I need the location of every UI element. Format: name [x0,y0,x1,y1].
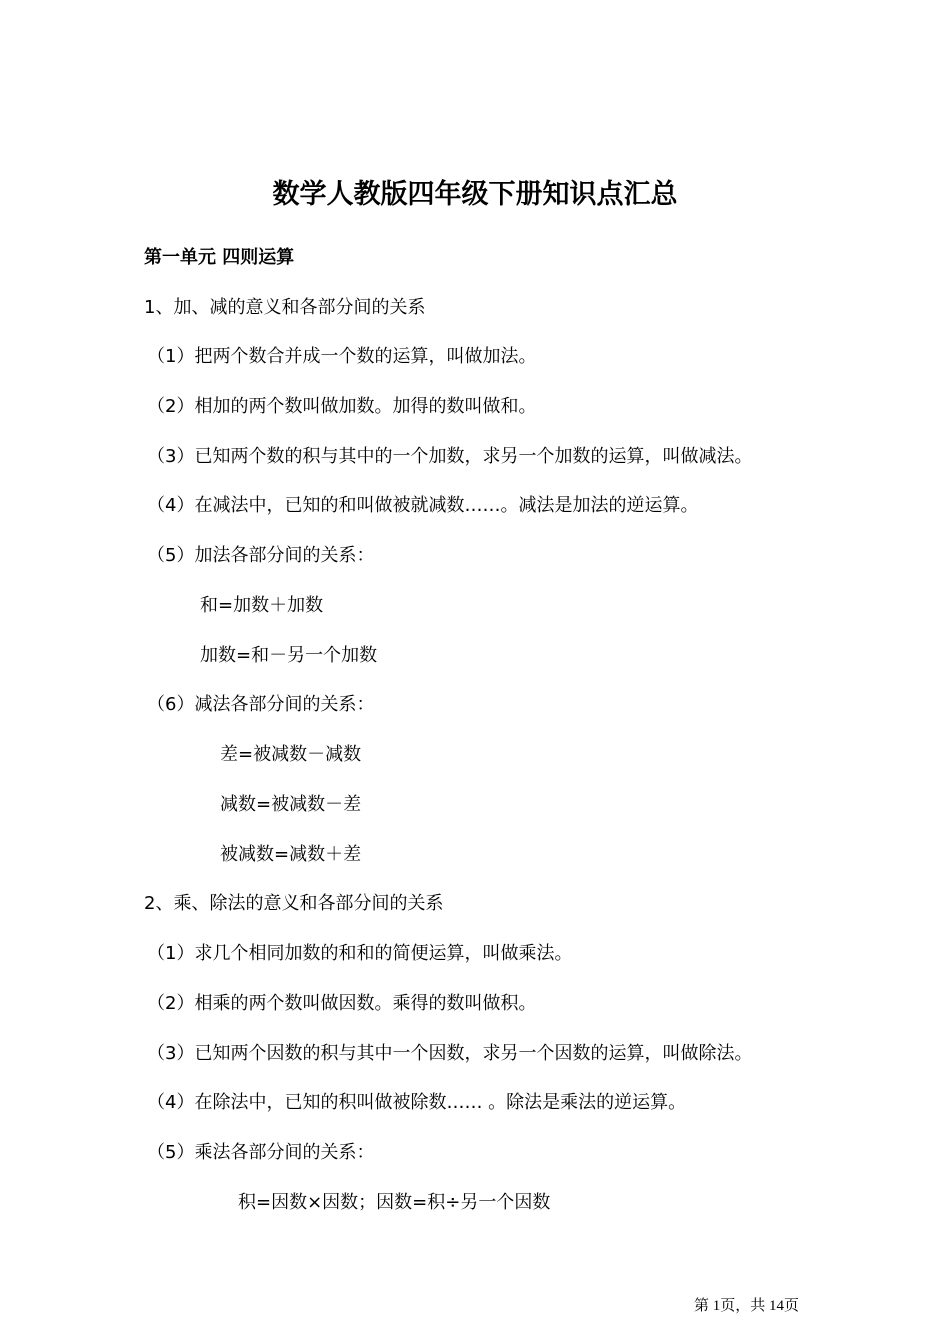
text-line: （3）已知两个因数的积与其中一个因数，求另一个因数的运算，叫做除法。 [147,1043,753,1064]
text-line: （3）已知两个数的积与其中的一个加数，求另一个加数的运算，叫做减法。 [147,446,753,467]
text-line: （2）相乘的两个数叫做因数。乘得的数叫做积。 [147,993,537,1014]
formula-line: 加数=和－另一个加数 [200,645,378,666]
formula-line: 和=加数＋加数 [200,595,324,616]
text-line: （5）乘法各部分间的关系： [147,1142,375,1163]
text-line: （1）把两个数合并成一个数的运算，叫做加法。 [147,346,537,367]
document-title: 数学人教版四年级下册知识点汇总 [272,179,678,210]
unit-heading: 第一单元 四则运算 [144,247,295,268]
text-line: （5）加法各部分间的关系： [147,545,375,566]
formula-line: 差=被减数－减数 [220,744,362,765]
section-heading-mul-div: 2、乘、除法的意义和各部分间的关系 [144,893,444,914]
formula-line: 被减数=减数＋差 [220,844,362,865]
page-indicator: 第 1页，共 14页 [694,1298,800,1314]
text-line: （4）在除法中，已知的积叫做被除数…… 。除法是乘法的逆运算。 [147,1092,687,1113]
formula-line: 积=因数×因数；因数=积÷另一个因数 [238,1192,551,1213]
formula-line: 减数=被减数－差 [220,794,362,815]
text-line: （1）求几个相同加数的和和的简便运算，叫做乘法。 [147,943,573,964]
text-line: （6）减法各部分间的关系： [147,694,375,715]
section-heading-add-sub: 1、加、减的意义和各部分间的关系 [144,297,426,318]
text-line: （4）在减法中，已知的和叫做被就减数……。减法是加法的逆运算。 [147,495,699,516]
text-line: （2）相加的两个数叫做加数。加得的数叫做和。 [147,396,537,417]
